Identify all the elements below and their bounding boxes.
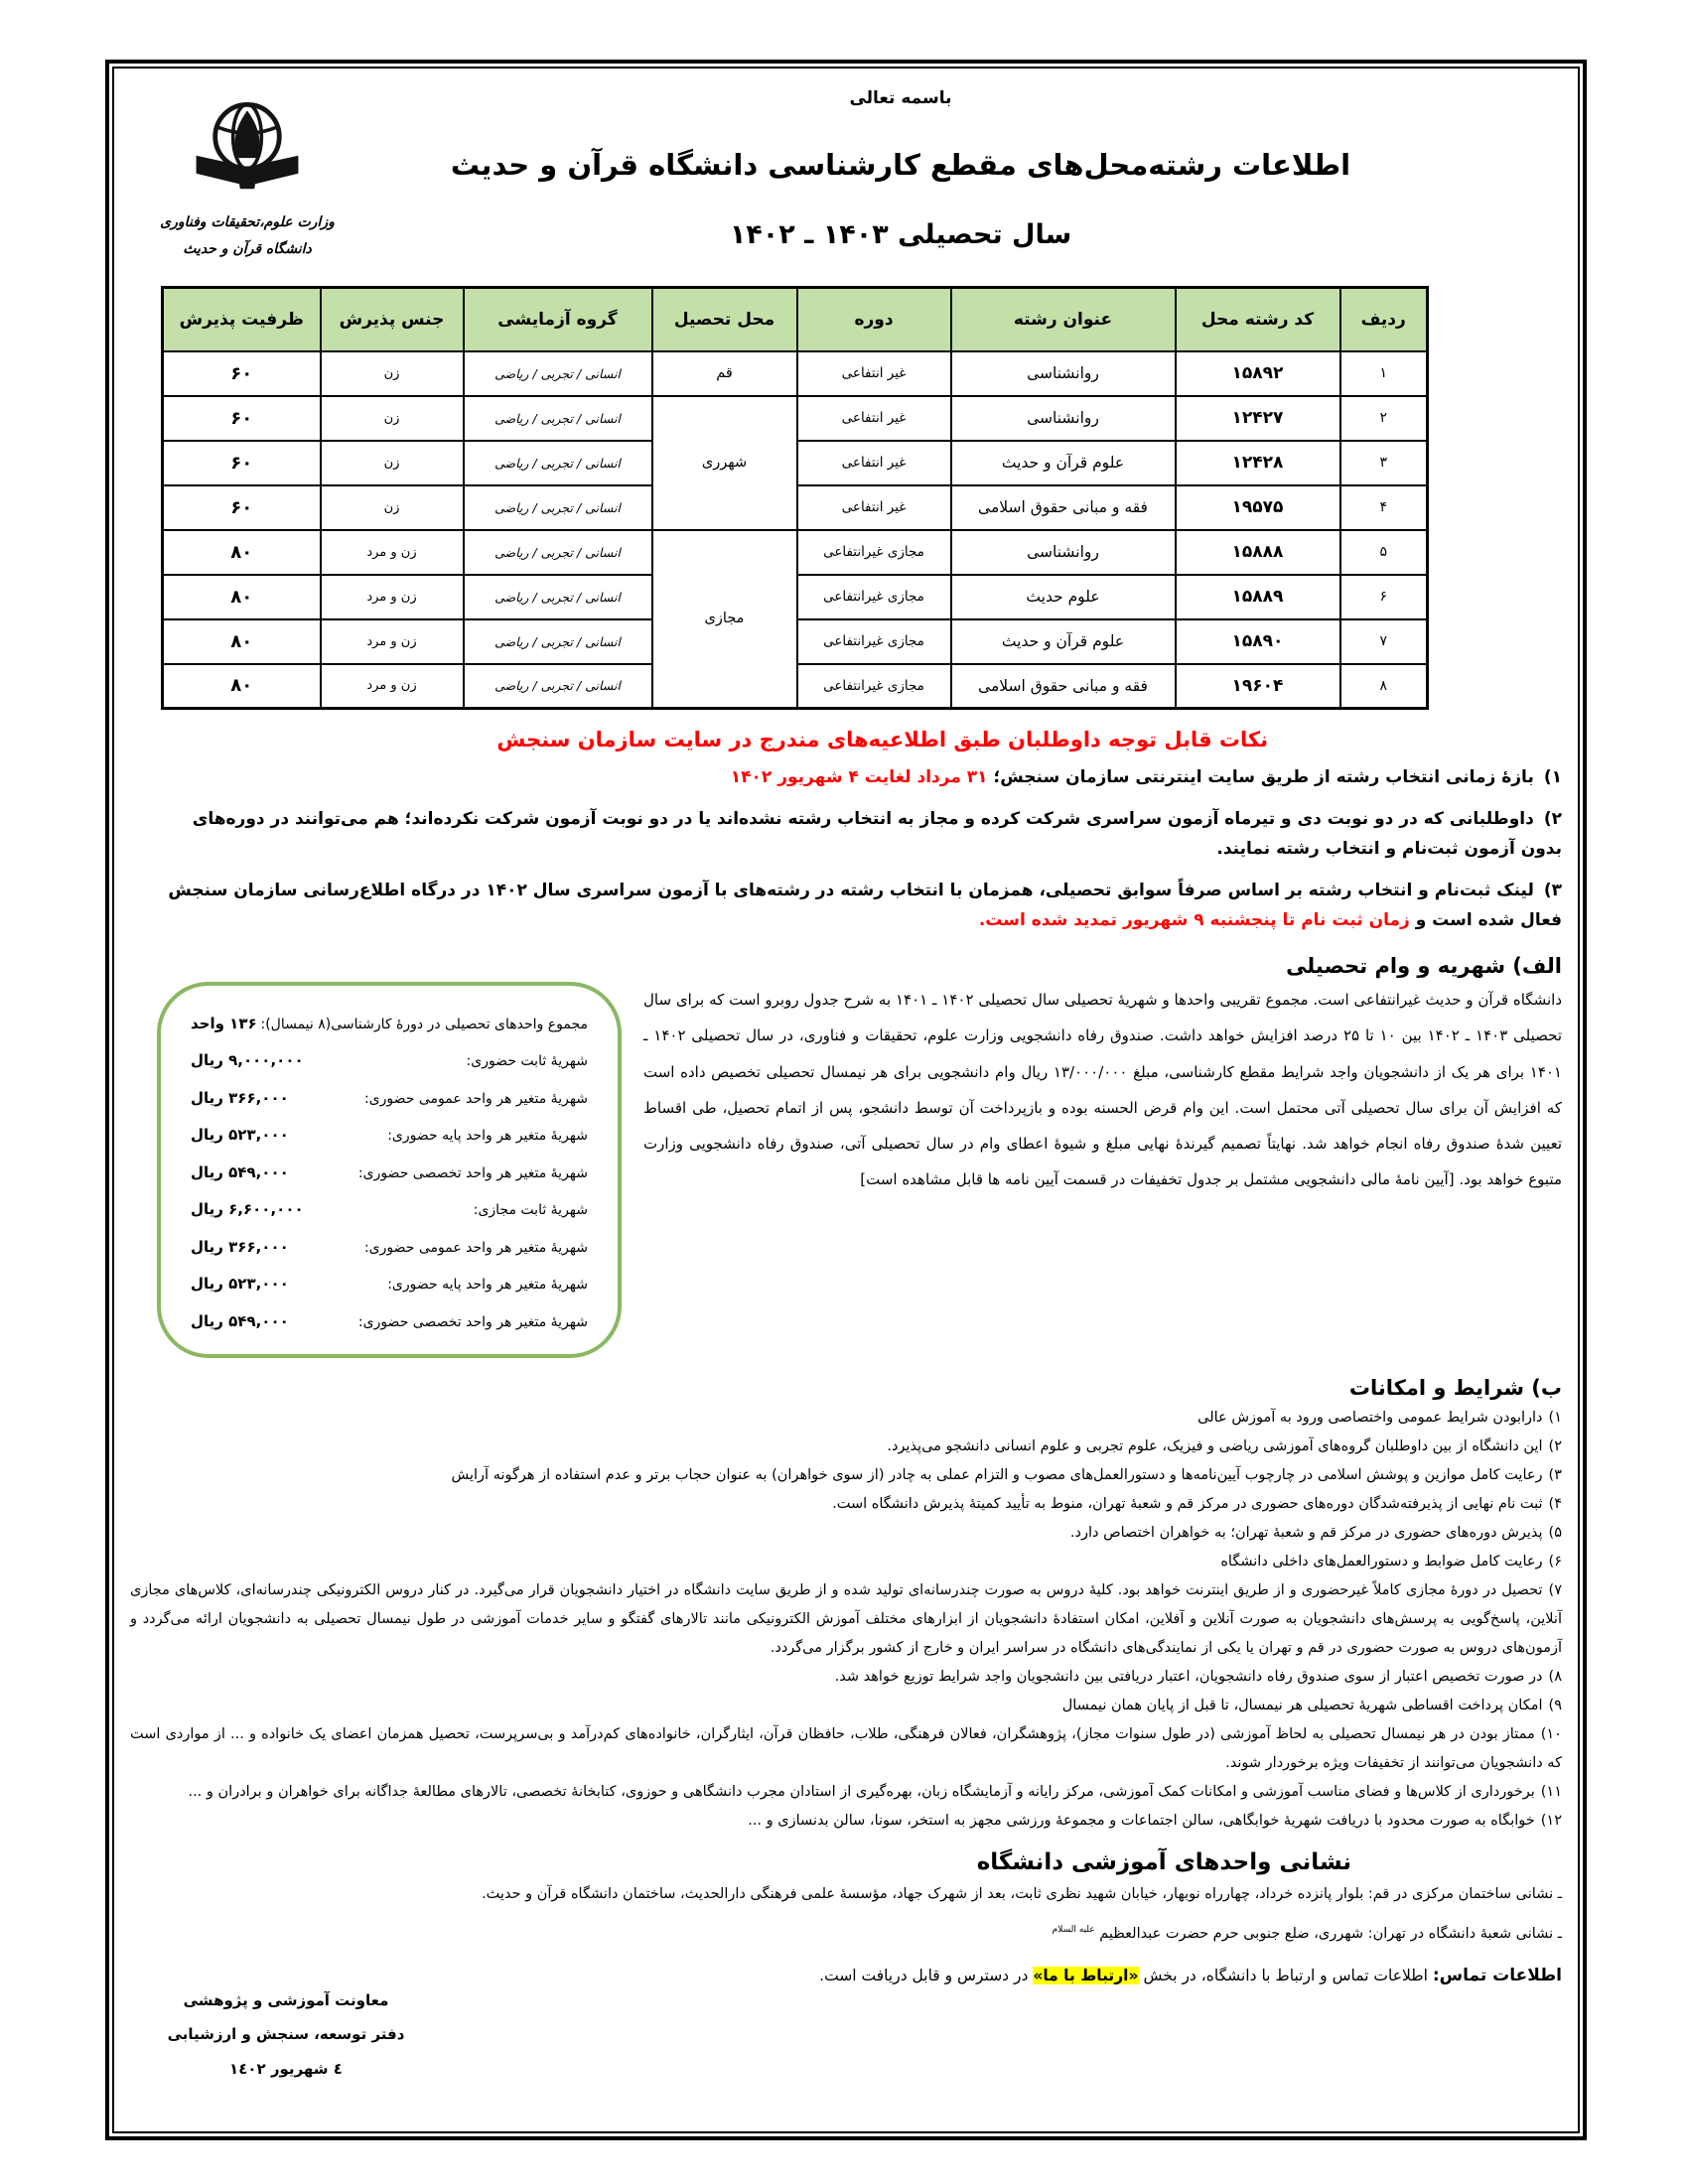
admission-gender-cell: زن و مرد — [321, 530, 464, 575]
program-period-cell: مجازی غیرانتفاعی — [797, 664, 951, 709]
document-footer — [152, 1983, 420, 2087]
column-header: دوره — [797, 288, 951, 351]
program-title-cell: علوم قرآن و حدیث — [951, 441, 1176, 485]
column-header: ردیف — [1340, 288, 1428, 351]
footer-office-line2: دفتر توسعه، سنجش و ارزشیابی — [167, 2025, 405, 2043]
condition-item — [130, 1461, 1562, 1490]
page-title: اطلاعات رشته‌محل‌های مقطع کارشناسی دانشگاه قرآن و حدیث — [450, 148, 1351, 182]
condition-number: ۱۲) — [1540, 1813, 1562, 1830]
condition-text: تحصیل در دورهٔ مجازی کاملاً غیرحضوری و از طریق اینترنت خواهد بود. کلیهٔ دروس به صورت چندرسانه‌ای تولید شده و از طریق سایت دانشگاه در اختیار دانشجویان قرار می‌گیرد. در کنار دروس الکترونیکی چندرسانه‌ای، کلاس‌های مجازی آنلاین، پاسخ‌گویی به پرسش‌های دانشجویان به صورت آنلاین و آفلاین، امکان استفادهٔ دانشجویان از ابزارهای مختلف آموزش الکترونیکی مانند تالارهای گفتگو و سایر خدمات آموزشی در طول نیمسال تحصیلی به دانشجویان ارائه می‌گردد و آزمون‌های دروس به صورت حضوری در قم و تهران یا یکی از نمایندگی‌های دانشگاه در سراسر ایران و خارج از کشور برگزار می‌گردد. — [130, 1582, 1562, 1657]
page-content — [112, 67, 1580, 2133]
conditions-section-heading: ب) شرایط و امکانات — [1348, 1376, 1562, 1401]
condition-text: امکان پرداخت اقساطی شهریهٔ تحصیلی هر نیمسال، تا قبل از پایان همان نیمسال — [1061, 1698, 1543, 1714]
column-header: کد رشته محل — [1176, 288, 1340, 351]
program-title-cell: روانشناسی — [951, 530, 1176, 575]
condition-item — [130, 1490, 1562, 1519]
condition-number: ۳) — [1548, 1467, 1562, 1484]
condition-item — [130, 1720, 1562, 1778]
column-header: عنوان رشته — [951, 288, 1176, 351]
note-item — [130, 876, 1562, 936]
condition-item — [130, 1663, 1562, 1692]
admission-gender-cell: زن — [321, 351, 464, 396]
program-code-cell: ۱۹۶۰۴ — [1176, 664, 1340, 709]
table-row — [163, 530, 1428, 575]
note-text: بازهٔ زمانی انتخاب رشته از طریق سایت اینترنتی سازمان سنجش؛ — [987, 767, 1534, 787]
address-qom: ـ نشانی ساختمان مرکزی در قم: بلوار پانزده خرداد، چهارراه نوبهار، خیابان شهید نظری ثابت، بعد از شهرک جهاد، مؤسسهٔ علمی فرهنگی دارالحدیث، ساختمان دانشگاه قرآن و حدیث. — [482, 1886, 1562, 1903]
admission-capacity-cell: ۸۰ — [163, 619, 321, 664]
program-code-cell: ۱۵۸۸۸ — [1176, 530, 1340, 575]
note-text-red: زمان ثبت نام تا پنجشنبه ۹ شهریور تمدید شده است. — [978, 910, 1410, 931]
fee-row — [191, 1229, 588, 1267]
row-number-cell: ۳ — [1340, 441, 1428, 485]
condition-item — [130, 1576, 1562, 1663]
ministry-name: وزارت علوم،تحقیقات وفناوری — [160, 214, 335, 230]
row-number-cell: ۷ — [1340, 619, 1428, 664]
condition-number: ۷) — [1548, 1582, 1562, 1599]
contact-us-highlight: «ارتباط با ما» — [1033, 1966, 1139, 1984]
condition-number: ۹) — [1548, 1698, 1562, 1714]
condition-number: ۱) — [1548, 1410, 1562, 1427]
condition-number: ۲) — [1548, 1438, 1562, 1455]
university-logo-icon — [138, 96, 356, 209]
admission-capacity-cell: ۶۰ — [163, 485, 321, 530]
program-title-cell: فقه و مبانی حقوق اسلامی — [951, 485, 1176, 530]
notes-heading: نکات قابل توجه داوطلبان طبق اطلاعیه‌های مندرج در سایت سازمان سنجش — [496, 728, 1268, 751]
admission-capacity-cell: ۶۰ — [163, 396, 321, 441]
note-text: داوطلبانی که در دو نوبت دی و تیرماه آزمون سراسری شرکت کرده و مجاز به انتخاب رشته نشده‌اند یا در دو نوبت آزمون شرکت نکرده‌اند؛ هم می‌توانند در دوره‌های بدون آزمون ثبت‌نام و انتخاب رشته نمایند. — [192, 808, 1562, 860]
condition-text: رعایت کامل موازین و پوشش اسلامی در چارچوب آیین‌نامه‌ها و دستورالعمل‌های مصوب و التزام عملی به چادر (از سوی خواهران) به عنوان حجاب برتر و عدم استفاده از هرگونه آرایش — [451, 1467, 1543, 1484]
document-header — [130, 70, 1562, 274]
fee-label: شهریهٔ متغیر هر واحد پایه حضوری: — [387, 1128, 588, 1145]
condition-text: در صورت تخصیص اعتبار از سوی صندوق رفاه دانشجویان، اعتبار دریافتی بین دانشجویان واجد شرایط توزیع خواهد شد. — [834, 1669, 1543, 1686]
row-number-cell: ۴ — [1340, 485, 1428, 530]
program-period-cell: غیر انتفاعی — [797, 396, 951, 441]
study-location-cell: مجازی — [652, 530, 797, 709]
condition-text: این دانشگاه از بین داوطلبان گروه‌های آموزشی ریاضی و فیزیک، علوم تجربی و علوم انسانی دانشجو می‌پذیرد. — [887, 1438, 1543, 1455]
tuition-section — [130, 982, 1562, 1359]
page-border — [105, 60, 1587, 2140]
address-tehran-text: ـ نشانی شعبهٔ دانشگاه در تهران: شهرری، ضلع جنوبی حرم حضرت عبدالعظیم — [1099, 1925, 1562, 1942]
tuition-section-heading: الف) شهریه و وام تحصیلی — [1286, 953, 1562, 978]
condition-item — [130, 1692, 1562, 1720]
column-header: گروه آزمایشی — [464, 288, 652, 351]
program-period-cell: مجازی غیرانتفاعی — [797, 575, 951, 619]
program-title-cell: علوم حدیث — [951, 575, 1176, 619]
admission-capacity-cell: ۸۰ — [163, 664, 321, 709]
program-title-cell: فقه و مبانی حقوق اسلامی — [951, 664, 1176, 709]
program-period-cell: مجازی غیرانتفاعی — [797, 619, 951, 664]
address-tehran — [130, 1915, 1562, 1954]
row-number-cell: ۶ — [1340, 575, 1428, 619]
admission-gender-cell: زن — [321, 396, 464, 441]
fee-summary-box — [157, 982, 622, 1359]
fee-value: ۵۲۳,۰۰۰ ریال — [191, 1275, 289, 1294]
program-period-cell: غیر انتفاعی — [797, 441, 951, 485]
fee-value: ۶,۶۰۰,۰۰۰ ریال — [191, 1200, 304, 1219]
programs-table — [161, 286, 1429, 710]
condition-text: رعایت کامل ضوابط و دستورالعمل‌های داخلی دانشگاه — [1220, 1554, 1543, 1570]
exam-group-cell: انسانی / تجربی / ریاضی — [464, 351, 652, 396]
bismillah: باسمه تعالی — [849, 88, 952, 108]
admission-gender-cell: زن و مرد — [321, 619, 464, 664]
row-number-cell: ۵ — [1340, 530, 1428, 575]
note-item — [130, 804, 1562, 865]
program-code-cell: ۱۹۵۷۵ — [1176, 485, 1340, 530]
program-title-cell: علوم قرآن و حدیث — [951, 619, 1176, 664]
study-location-cell: شهرری — [652, 396, 797, 530]
notes-list — [130, 762, 1562, 936]
fee-label: شهریهٔ متغیر هر واحد عمومی حضوری: — [363, 1239, 588, 1256]
program-code-cell: ۱۵۸۹۰ — [1176, 619, 1340, 664]
university-name: دانشگاه قرآن و حدیث — [183, 240, 312, 257]
program-period-cell: مجازی غیرانتفاعی — [797, 530, 951, 575]
condition-item — [130, 1433, 1562, 1461]
condition-item — [130, 1519, 1562, 1548]
tuition-paragraph: دانشگاه قرآن و حدیث غیرانتفاعی است. مجموع تقریبی واحدها و شهریهٔ تحصیلی سال تحصیلی ۱۴۰۲ ـ ۱۴۰۱ به شرح جدول روبرو است که برای سال تحصیلی ۱۴۰۳ ـ ۱۴۰۲ بین ۱۰ تا ۲۵ درصد افزایش خواهد داشت. صندوق رفاه دانشجویی وزارت علوم، تحقیقات و فناوری، در سال تحصیلی ۱۴۰۲ ـ ۱۴۰۱ برای هر یک از دانشجویان واجد شرایط مقطع کارشناسی، مبلغ ۱۳/۰۰۰/۰۰۰ ریال وام دانشجویی برای هر نیمسال تحصیلی تخصیص داده است که افزایش آن برای سال تحصیلی آتی محتمل است. این وام قرض الحسنه بوده و بازپرداخت آن توسط دانشجو، پس از اتمام تحصیل، طی اقساط تعیین شدهٔ صندوق رفاه انجام خواهد شد. نهایتاً تصمیم گیرندهٔ نهایی مبلغ و شیوهٔ اعطای وام در سال تحصیلی آتی، صندوق رفاه دانشجویی وزارت متبوع خواهد بود. [آیین نامهٔ مالی دانشجویی مشتمل بر جدول تخفیفات در قسمت آیین نامه ها قابل مشاهده است] — [643, 990, 1563, 1189]
program-code-cell: ۱۲۴۲۸ — [1176, 441, 1340, 485]
condition-number: ۵) — [1548, 1525, 1562, 1542]
contact-text-before: اطلاعات تماس و ارتباط با دانشگاه، در بخش — [1138, 1966, 1433, 1984]
column-header: ظرفیت پذیرش — [163, 288, 321, 351]
fee-row — [191, 1266, 588, 1303]
condition-text: خوابگاه به صورت محدود با دریافت شهریهٔ خوابگاهی، سالن اجتماعات و مجموعهٔ ورزشی مجهز به استخر، سونا، سالن بدنسازی و ... — [748, 1813, 1535, 1830]
contact-text-after: در دسترس و قابل دریافت است. — [819, 1966, 1034, 1984]
admission-capacity-cell: ۸۰ — [163, 575, 321, 619]
program-code-cell: ۱۵۸۹۲ — [1176, 351, 1340, 396]
study-location-cell: قم — [652, 351, 797, 396]
table-row — [163, 351, 1428, 396]
program-code-cell: ۱۲۴۲۷ — [1176, 396, 1340, 441]
contact-label: اطلاعات تماس: — [1432, 1965, 1562, 1985]
condition-item — [130, 1807, 1562, 1836]
condition-number: ۶) — [1548, 1554, 1562, 1570]
fee-label: شهریهٔ متغیر هر واحد تخصصی حضوری: — [357, 1313, 588, 1330]
note-number: ۳) — [1543, 880, 1562, 900]
note-text: لینک ثبت‌نام و انتخاب رشته بر اساس صرفاً سوابق تحصیلی، همزمان با انتخاب رشته در رشته‌های با آزمون سراسری سال ۱۴۰۲ در درگاه اطلاع‌رسانی سازمان سنجش فعال شده است و — [168, 880, 1562, 931]
address-tehran-honorific: علیه السلام — [1052, 1924, 1095, 1935]
program-code-cell: ۱۵۸۸۹ — [1176, 575, 1340, 619]
row-number-cell: ۱ — [1340, 351, 1428, 396]
fee-label: مجموع واحدهای تحصیلی در دورهٔ کارشناسی(۸ نیمسال): — [260, 1016, 588, 1032]
condition-text: ثبت نام نهایی از پذیرفته‌شدگان دوره‌های حضوری در مرکز قم و شعبهٔ تهران، منوط به تأیید کمیتهٔ پذیرش دانشگاه است. — [832, 1496, 1543, 1513]
condition-text: برخورداری از کلاس‌ها و فضای مناسب آموزشی و امکانات کمک آموزشی، مرکز رایانه و آزمایشگاه زبان، بهره‌گیری از استادان مجرب دانشگاهی و حوزوی، کتابخانهٔ تخصصی، تالارهای مطالعهٔ جداگانه برای خواهران و برادران و ... — [188, 1784, 1535, 1801]
fee-value: ۵۴۹,۰۰۰ ریال — [191, 1162, 289, 1181]
addresses-heading: نشانی واحدهای آموزشی دانشگاه — [976, 1849, 1351, 1876]
program-title-cell: روانشناسی — [951, 396, 1176, 441]
fee-label: شهریهٔ ثابت مجازی: — [473, 1202, 588, 1219]
fee-label: شهریهٔ متغیر هر واحد عمومی حضوری: — [363, 1090, 588, 1107]
fee-value: ۳۶۶,۰۰۰ ریال — [191, 1237, 289, 1256]
fee-row — [191, 1042, 588, 1080]
fee-value: ۵۲۳,۰۰۰ ریال — [191, 1126, 289, 1145]
admission-gender-cell: زن — [321, 485, 464, 530]
footer-date: ٤ شهریور ١٤٠٢ — [229, 2059, 343, 2078]
academic-year-subtitle: سال تحصیلی ۱۴۰۳ ـ ۱۴۰۲ — [729, 219, 1072, 250]
fee-value: ۱۳۶ واحد — [191, 1014, 257, 1032]
fee-row — [191, 1080, 588, 1118]
condition-text: پذیرش دوره‌های حضوری در مرکز قم و شعبهٔ تهران؛ به خواهران اختصاص دارد. — [1069, 1525, 1543, 1542]
program-title-cell: روانشناسی — [951, 351, 1176, 396]
exam-group-cell: انسانی / تجربی / ریاضی — [464, 575, 652, 619]
exam-group-cell: انسانی / تجربی / ریاضی — [464, 485, 652, 530]
condition-item — [130, 1778, 1562, 1807]
fee-row — [191, 1303, 588, 1341]
condition-text: دارابودن شرایط عمومی واختصاصی ورود به آموزش عالی — [1197, 1410, 1543, 1427]
table-row — [163, 396, 1428, 441]
admission-capacity-cell: ۸۰ — [163, 530, 321, 575]
fee-label: شهریهٔ متغیر هر واحد پایه حضوری: — [387, 1277, 588, 1294]
footer-office-line1: معاونت آموزشی و پژوهشی — [183, 1990, 389, 2009]
exam-group-cell: انسانی / تجربی / ریاضی — [464, 441, 652, 485]
admission-gender-cell: زن — [321, 441, 464, 485]
fee-row — [191, 1006, 588, 1043]
note-number: ۲) — [1543, 808, 1562, 829]
condition-item — [130, 1404, 1562, 1433]
note-text-red: ۳۱ مرداد لغایت ۴ شهریور ۱۴۰۲ — [730, 767, 988, 787]
program-period-cell: غیر انتفاعی — [797, 351, 951, 396]
exam-group-cell: انسانی / تجربی / ریاضی — [464, 530, 652, 575]
note-item — [130, 762, 1562, 793]
fee-value: ۹,۰۰۰,۰۰۰ ریال — [191, 1051, 304, 1070]
admission-capacity-cell: ۶۰ — [163, 351, 321, 396]
admission-gender-cell: زن و مرد — [321, 664, 464, 709]
fee-row — [191, 1117, 588, 1155]
fee-row — [191, 1191, 588, 1229]
fee-value: ۳۶۶,۰۰۰ ریال — [191, 1088, 289, 1107]
exam-group-cell: انسانی / تجربی / ریاضی — [464, 619, 652, 664]
fee-label: شهریهٔ متغیر هر واحد تخصصی حضوری: — [357, 1164, 588, 1181]
table-header-row — [163, 288, 1428, 351]
note-number: ۱) — [1543, 767, 1562, 787]
row-number-cell: ۸ — [1340, 664, 1428, 709]
fee-row — [191, 1155, 588, 1192]
program-period-cell: غیر انتفاعی — [797, 485, 951, 530]
condition-number: ۴) — [1548, 1496, 1562, 1513]
row-number-cell: ۲ — [1340, 396, 1428, 441]
fee-label: شهریهٔ ثابت حضوری: — [466, 1053, 588, 1070]
admission-capacity-cell: ۶۰ — [163, 441, 321, 485]
conditions-list — [130, 1404, 1562, 1836]
condition-number: ۸) — [1548, 1669, 1562, 1686]
exam-group-cell: انسانی / تجربی / ریاضی — [464, 396, 652, 441]
exam-group-cell: انسانی / تجربی / ریاضی — [464, 664, 652, 709]
condition-text: ممتاز بودن در هر نیمسال تحصیلی به لحاظ آموزشی (در طول سنوات مجاز)، پژوهشگران، فعالان فرهنگی، طلاب، حافظان قرآن، ایثارگران، خانواده‌های کم‌درآمد و بی‌سرپرست، تحصیل همزمان اعضای یک خانواده و ... از مواردی است که دانشجویان می‌توانند از تخفیفات ویژه برخوردار شوند. — [130, 1726, 1562, 1772]
condition-number: ۱۰) — [1540, 1726, 1562, 1743]
admission-gender-cell: زن و مرد — [321, 575, 464, 619]
column-header: محل تحصیل — [652, 288, 797, 351]
university-logo — [138, 96, 356, 262]
fee-value: ۵۴۹,۰۰۰ ریال — [191, 1311, 289, 1330]
column-header: جنس پذیرش — [321, 288, 464, 351]
condition-number: ۱۱) — [1540, 1784, 1562, 1801]
condition-item — [130, 1548, 1562, 1576]
